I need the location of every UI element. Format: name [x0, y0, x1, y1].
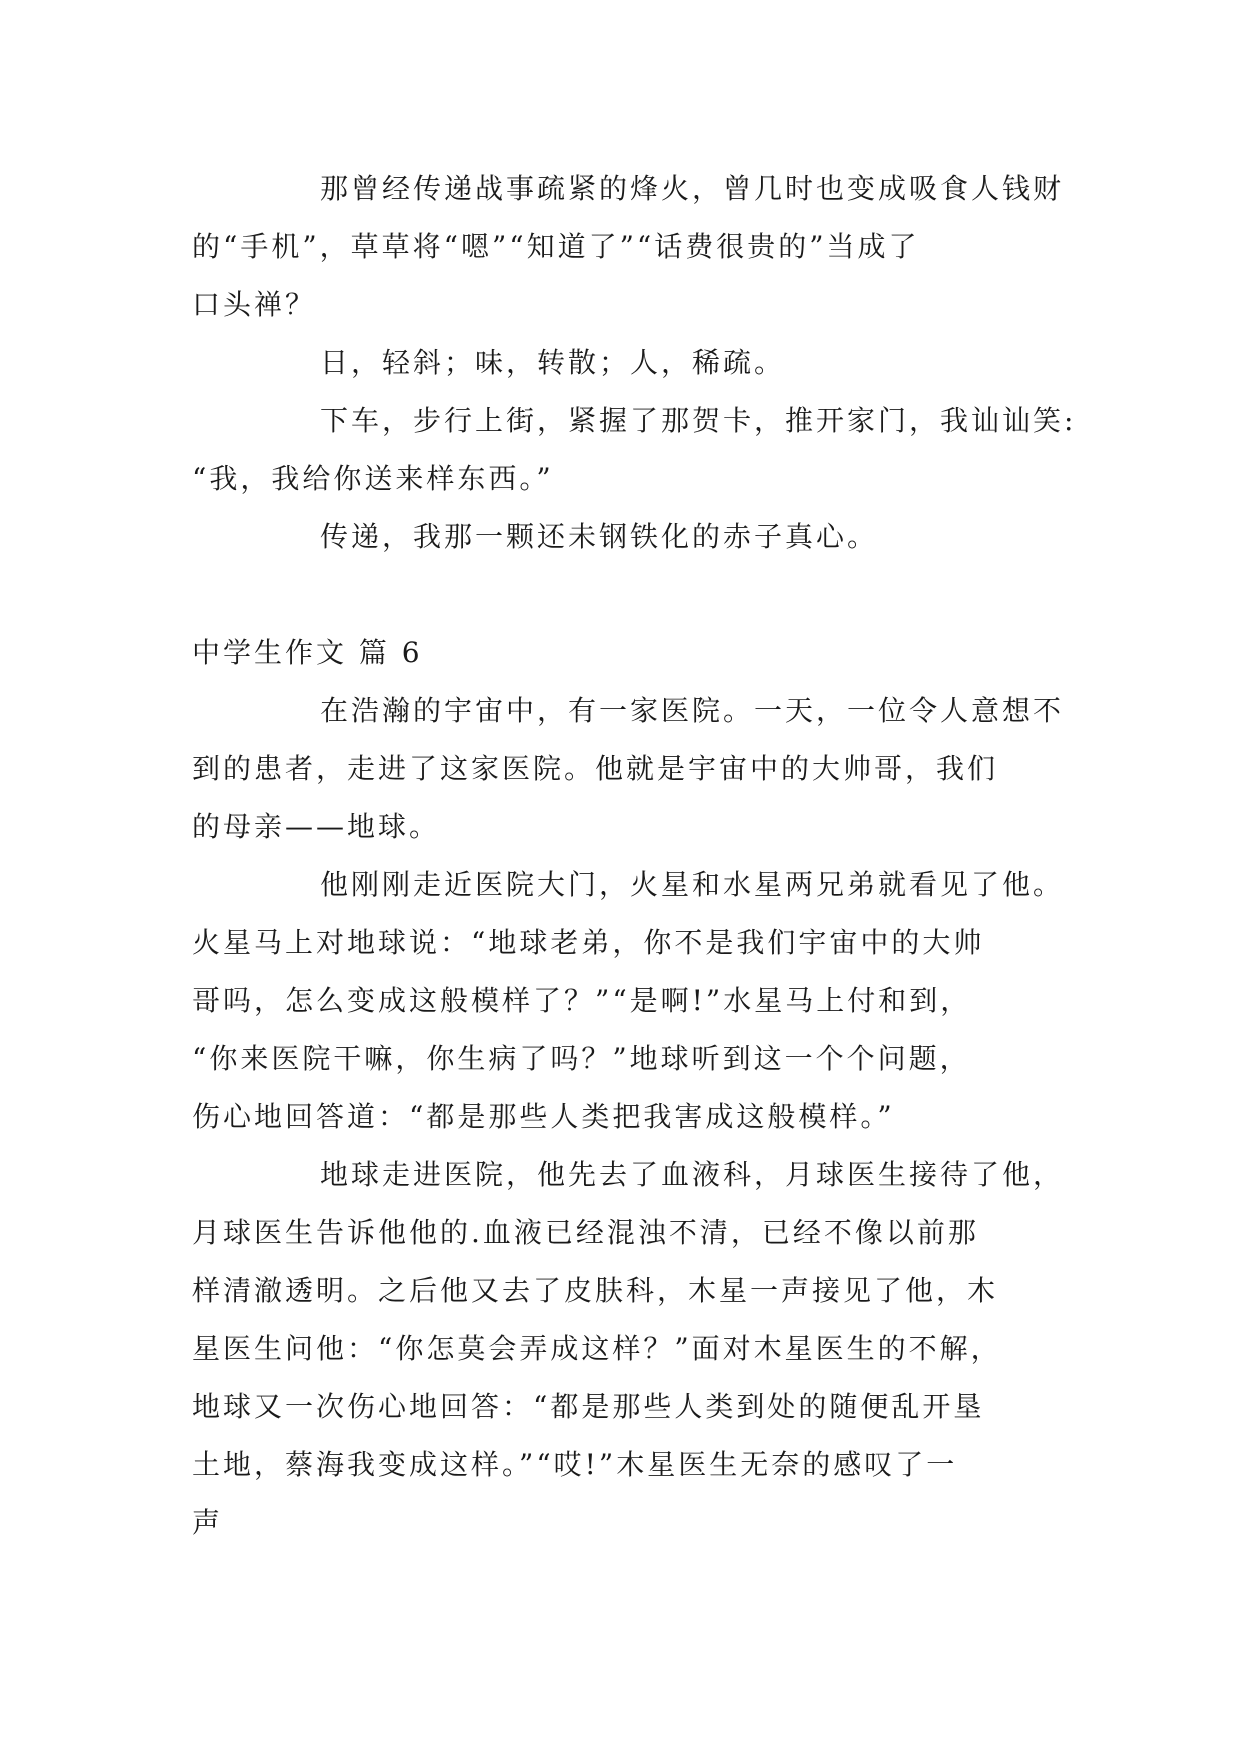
paragraph-hospital-visit — [192, 1146, 1065, 1552]
text-line: 的母亲——地球。 — [192, 810, 441, 843]
text-line: 到的患者，走进了这家医院。他就是宇宙中的大帅哥，我们 — [192, 752, 999, 785]
text-line: 口头禅？ — [192, 288, 317, 321]
text-line: 那曾经传递战事疏紧的烽火，曾几时也变成吸食人钱财 — [320, 172, 1065, 205]
text-line: 伤心地回答道：“都是那些人类把我害成这般模样。” — [192, 1100, 895, 1133]
document-page — [192, 160, 1077, 1552]
text-line: 在浩瀚的宇宙中，有一家医院。一天，一位令人意想不 — [320, 694, 1065, 727]
text-line: 声 — [192, 1506, 224, 1539]
text-line: 他刚刚走近医院大门，火星和水星两兄弟就看见了他。 — [320, 868, 1065, 901]
text-line: 地球又一次伤心地回答：“都是那些人类到处的随便乱开垦 — [192, 1390, 985, 1423]
text-line: “你来医院干嘛，你生病了吗？”地球听到这一个个问题， — [192, 1042, 971, 1075]
paragraph-sun-taste-people — [192, 334, 1052, 392]
text-line: 星医生问他：“你怎莫会弄成这样？”面对木星医生的不解， — [192, 1332, 1002, 1365]
paragraph-get-off-bus — [192, 392, 1077, 508]
section-heading: 中学生作文 篇 6 — [192, 636, 423, 669]
text-line: 传递，我那一颗还未钢铁化的赤子真心。 — [320, 520, 879, 553]
paragraph-beacon — [192, 160, 1065, 334]
text-line: 的“手机”，草草将“嗯”“知道了”“话费很贵的”当成了 — [192, 230, 920, 263]
paragraph-pass-on-heart — [192, 508, 1052, 566]
text-line: 样清澈透明。之后他又去了皮肤科，木星一声接见了他，木 — [192, 1274, 999, 1307]
text-line: 哥吗，怎么变成这般模样了？”“是啊!”水星马上付和到， — [192, 984, 972, 1017]
text-line: “我，我给你送来样东西。” — [192, 462, 554, 495]
text-line: 日，轻斜；味，转散；人，稀疏。 — [320, 346, 786, 379]
text-line: 地球走进医院，他先去了血液科，月球医生接待了他， — [320, 1158, 1065, 1191]
text-line: 土地，蔡海我变成这样。”“哎!”木星医生无奈的感叹了一 — [192, 1448, 958, 1481]
paragraph-hospital-intro — [192, 682, 1065, 856]
text-line: 火星马上对地球说：“地球老弟，你不是我们宇宙中的大帅 — [192, 926, 985, 959]
text-line: 下车，步行上街，紧握了那贺卡，推开家门，我讪讪笑: — [320, 404, 1077, 437]
text-line: 月球医生告诉他他的.血液已经混浊不清，已经不像以前那 — [192, 1216, 979, 1249]
paragraph-mars-mercury — [192, 856, 1065, 1146]
